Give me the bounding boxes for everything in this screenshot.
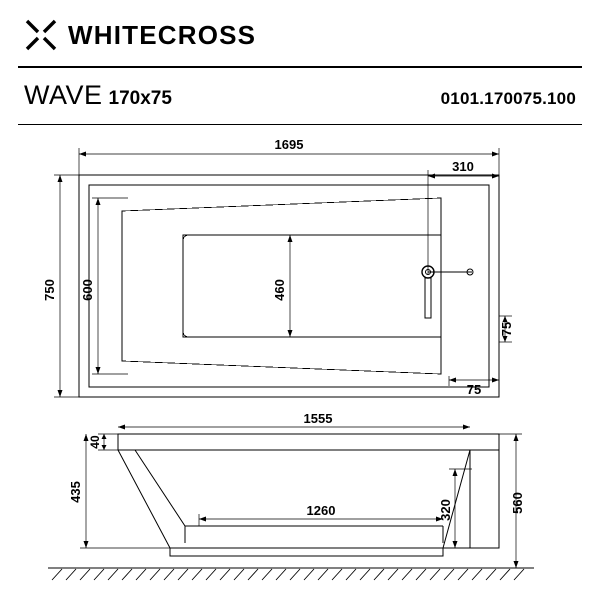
technical-drawing <box>0 128 600 600</box>
dim-right-small: 75 <box>499 321 514 337</box>
product-code: 0101.170075.100 <box>440 89 576 108</box>
header-divider <box>18 66 582 68</box>
dim-base-length: 1260 <box>306 503 336 518</box>
dim-foot-height: 320 <box>438 499 453 521</box>
brand-lockup <box>24 18 256 52</box>
dim-inner-depth: 435 <box>68 481 83 503</box>
floor-hatching-icon <box>48 568 534 580</box>
side-view-dimensions <box>80 425 522 569</box>
title-divider <box>18 124 582 125</box>
dim-rim-thickness: 40 <box>88 435 102 449</box>
brand-name: WHITECROSS <box>68 19 257 50</box>
x-cross-logo-icon <box>24 18 58 52</box>
dim-left-offset: 75 <box>466 382 482 397</box>
title-row <box>24 80 576 111</box>
top-view-rim <box>89 185 489 387</box>
side-view-outline <box>118 434 499 556</box>
dim-bowl-width: 460 <box>272 279 287 301</box>
dim-right-offset: 310 <box>452 159 474 174</box>
product-size: 170x75 <box>108 88 172 109</box>
top-view-bowl <box>183 235 441 337</box>
dim-overall-height: 560 <box>510 492 525 514</box>
top-view-outline <box>79 175 499 397</box>
product-model: WAVE <box>24 80 103 110</box>
dim-inner-width: 600 <box>80 279 95 301</box>
drain-overflow-fitting-icon <box>422 266 473 318</box>
dim-overall-width: 750 <box>42 279 57 301</box>
dim-overall-length: 1695 <box>274 137 304 152</box>
dim-top-edge-length: 1555 <box>303 411 333 426</box>
